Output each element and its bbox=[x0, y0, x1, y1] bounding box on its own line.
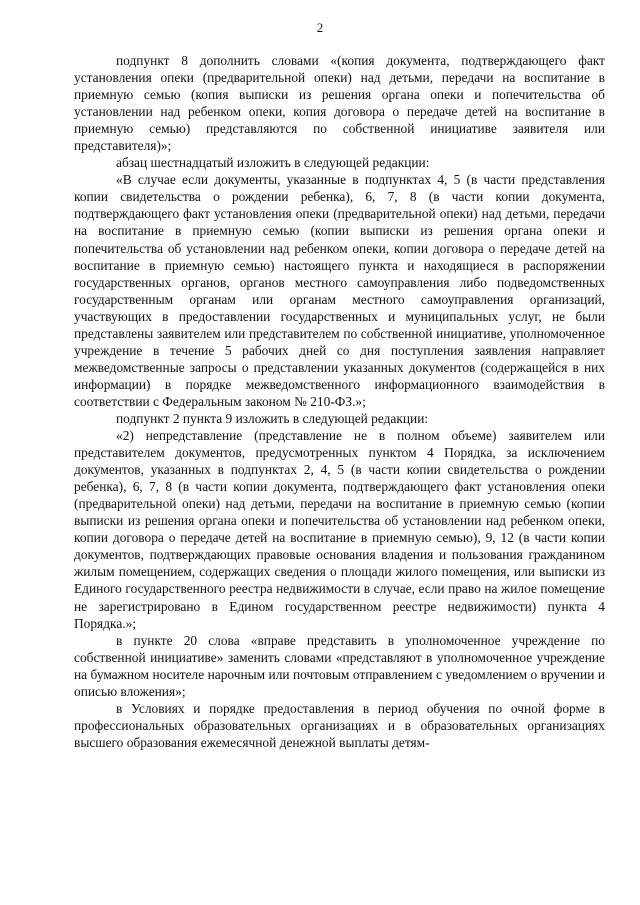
paragraph-quote-9-2: «2) непредставление (представление не в полном объеме) заявителем или представителем документов, предусмотренных пунктом 4 Порядка, за исключением документов, указанных в подпунктах 2, 4, 5 (в части копии свидетельства о рождении ребенка), 6, 7, 8 (в части копии документа, подтверждающего факт установления опеки (предварительной опеки) над детьми, передачи на воспитание в приемную семью (копии выписки из решения органа опеки и попечительства об установлении над ребенком опеки, копии договора о передаче детей на воспитание в приемную семью), 9, 12 (в части копии документов, подтверждающих правовые основания владения и пользования гражданином жилым помещением, содержащих сведения о площади жилого помещения, или выписки из Единого государственного реестра недвижимости в случае, если право на жилое помещение не зарегистрировано в Едином государственном реестре недвижимости) пункта 4 Порядка.»; bbox=[74, 428, 605, 631]
paragraph-intro-9-2: подпункт 2 пункта 9 изложить в следующей редакции: bbox=[116, 410, 429, 426]
paragraph-conditions: в Условиях и порядке предоставления в период обучения по очной форме в профессиональных образовательных организациях и в образовательных организациях высшего образования ежемесячной денежной выплаты детям- bbox=[74, 700, 605, 750]
paragraph-point-20: в пункте 20 слова «вправе представить в уполномоченное учреждение по собственной инициативе» заменить словами «представляют в уполномоченное учреждение на бумажном носителе нарочным или почтовым отправлением с уведомлением о вручении и описью вложения»; bbox=[74, 632, 605, 699]
paragraph-subpoint-8: подпункт 8 дополнить словами «(копия документа, подтверждающего факт установления опеки (предварительной опеки) над детьми, передачи на воспитание в приемную семью (копия выписки из решения органа опеки и попечительства об установлении над ребенком опеки, копия договора о передаче детей на воспитание в приемную семью) представляются по собственной инициативе заявителя или представителя)»; bbox=[74, 53, 605, 154]
page-number: 2 bbox=[316, 20, 324, 35]
document-body bbox=[74, 52, 605, 751]
paragraph-quote-16: «В случае если документы, указанные в подпунктах 4, 5 (в части представления копии свидетельства о рождении ребенка), 6, 7, 8 (в части копии документа, подтверждающего факт установления опеки (предварительной опеки) над детьми, передачи на воспитание в приемную семью (копии выписки из решения органа опеки и попечительства об установлении над ребенком опеки, копии договора о передаче детей на воспитание в приемную семью) настоящего пункта и находящиеся в распоряжении государственных органов, органов местного самоуправления либо подведомственных государственным органам или органам местного самоуправления организаций, участвующих в предоставлении государственных и муниципальных услуг, не были представлены заявителем или представителем по собственной инициативе, уполномоченное учреждение в течение 5 рабочих дней со дня поступления заявления направляет межведомственные запросы о представлении указанных документов (содержащейся в них информации) в порядке межведомственного информационного взаимодействия в соответствии с Федеральным законом № 210-ФЗ.»; bbox=[74, 172, 605, 409]
paragraph-intro-16: абзац шестнадцатый изложить в следующей редакции: bbox=[116, 155, 430, 171]
